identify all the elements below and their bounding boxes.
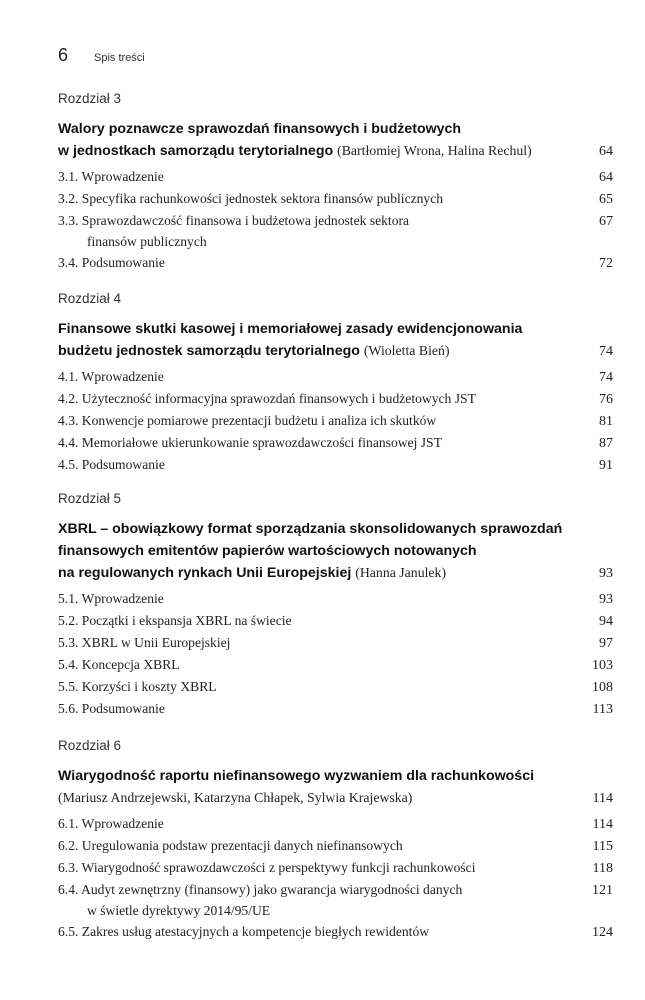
chapter-title: na regulowanych rynkach Unii Europejskiej bbox=[58, 565, 352, 581]
chapter-title-line bbox=[58, 765, 613, 787]
toc-entry[interactable] bbox=[58, 698, 613, 720]
toc-entry[interactable] bbox=[58, 388, 613, 410]
entry-text: Użyteczność informacyjna sprawozdań finansowych i budżetowych JST bbox=[81, 391, 476, 406]
chapter-title: finansowych emitentów papierów wartościowych notowanych bbox=[58, 543, 477, 559]
entry-text: Wprowadzenie bbox=[81, 169, 164, 184]
entry-number: 4.3. bbox=[58, 413, 79, 428]
chapter-label: Rozdział 4 bbox=[58, 291, 122, 306]
toc-entry[interactable] bbox=[58, 410, 613, 432]
entry-page: 114 bbox=[592, 817, 613, 832]
toc-entry[interactable] bbox=[58, 366, 613, 388]
chapter-authors-line bbox=[58, 787, 613, 810]
toc-entry[interactable] bbox=[58, 454, 613, 476]
page-number: 6 bbox=[58, 45, 69, 65]
chapter-page: 114 bbox=[592, 791, 613, 806]
entry-text: Memoriałowe ukierunkowanie sprawozdawczości finansowej JST bbox=[81, 435, 442, 450]
entry-text: Uregulowania podstaw prezentacji danych niefinansowych bbox=[81, 838, 403, 853]
toc-entry[interactable] bbox=[58, 835, 613, 857]
entry-number: 6.4. bbox=[58, 882, 79, 897]
chapter-authors: (Hanna Janulek) bbox=[355, 565, 447, 580]
entry-page: 67 bbox=[599, 214, 613, 229]
entry-number: 5.6. bbox=[58, 701, 79, 716]
toc-entry[interactable] bbox=[58, 654, 613, 676]
entry-number: 3.4. bbox=[58, 255, 79, 270]
entry-page: 118 bbox=[592, 861, 613, 876]
entry-text-continued: finansów publicznych bbox=[87, 234, 207, 249]
chapter-title-line bbox=[58, 118, 613, 140]
chapter-label: Rozdział 5 bbox=[58, 491, 122, 506]
chapter-title-line bbox=[58, 562, 613, 585]
entry-number: 4.1. bbox=[58, 369, 79, 384]
entry-number: 6.5. bbox=[58, 924, 79, 939]
entry-text: Podsumowanie bbox=[81, 457, 165, 472]
entry-number: 6.2. bbox=[58, 838, 79, 853]
toc-entry[interactable] bbox=[58, 879, 613, 921]
chapter-title-line bbox=[58, 318, 613, 340]
entry-page: 87 bbox=[599, 436, 613, 451]
chapter-4 bbox=[58, 290, 613, 476]
chapter-page: 64 bbox=[599, 144, 613, 159]
entry-page: 72 bbox=[599, 256, 613, 271]
entry-page: 94 bbox=[599, 614, 613, 629]
entry-page: 91 bbox=[599, 458, 613, 473]
chapter-3 bbox=[58, 90, 613, 274]
toc-entry[interactable] bbox=[58, 813, 613, 835]
toc-entry[interactable] bbox=[58, 588, 613, 610]
entry-number: 5.3. bbox=[58, 635, 79, 650]
entry-page: 74 bbox=[599, 370, 613, 385]
entry-number: 4.2. bbox=[58, 391, 79, 406]
chapter-title: w jednostkach samorządu terytorialnego bbox=[58, 143, 334, 159]
toc-entry[interactable] bbox=[58, 610, 613, 632]
toc-entry[interactable] bbox=[58, 252, 613, 274]
entry-text: XBRL w Unii Europejskiej bbox=[81, 635, 231, 650]
entry-page: 124 bbox=[592, 925, 613, 940]
entry-text: Koncepcja XBRL bbox=[81, 657, 180, 672]
entry-text-continued: w świetle dyrektywy 2014/95/UE bbox=[87, 903, 271, 918]
chapter-authors: (Mariusz Andrzejewski, Katarzyna Chłapek, Sylwia Krajewska) bbox=[58, 790, 413, 805]
toc-entry[interactable] bbox=[58, 632, 613, 654]
chapter-authors: (Wioletta Bień) bbox=[363, 343, 450, 358]
entry-page: 81 bbox=[599, 414, 613, 429]
entry-number: 4.4. bbox=[58, 435, 79, 450]
entry-text: Sprawozdawczość finansowa i budżetowa jednostek sektora bbox=[81, 213, 410, 228]
entry-number: 5.5. bbox=[58, 679, 79, 694]
entry-text: Wprowadzenie bbox=[81, 591, 164, 606]
chapter-title-line bbox=[58, 340, 613, 363]
entry-text: Zakres usług atestacyjnych a kompetencje biegłych rewidentów bbox=[81, 924, 430, 939]
entry-number: 3.3. bbox=[58, 213, 79, 228]
entry-number: 4.5. bbox=[58, 457, 79, 472]
chapter-page: 93 bbox=[599, 566, 613, 581]
toc-entry[interactable] bbox=[58, 921, 613, 943]
chapter-title: budżetu jednostek samorządu terytorialnego bbox=[58, 343, 360, 359]
entry-text: Wprowadzenie bbox=[81, 369, 164, 384]
entry-text: Podsumowanie bbox=[81, 255, 165, 270]
entry-page: 121 bbox=[592, 883, 613, 898]
toc-entry[interactable] bbox=[58, 166, 613, 188]
chapter-title-line bbox=[58, 518, 613, 540]
page-header bbox=[58, 45, 145, 66]
entry-text: Wiarygodność sprawozdawczości z perspektywy funkcji rachunkowości bbox=[81, 860, 476, 875]
running-head: Spis treści bbox=[94, 52, 145, 64]
entry-number: 3.2. bbox=[58, 191, 79, 206]
toc-entry[interactable] bbox=[58, 188, 613, 210]
entry-page: 65 bbox=[599, 192, 613, 207]
entry-text: Specyfika rachunkowości jednostek sektora finansów publicznych bbox=[81, 191, 444, 206]
chapter-title: XBRL – obowiązkowy format sporządzania skonsolidowanych sprawozdań bbox=[58, 521, 563, 537]
toc-entry[interactable] bbox=[58, 857, 613, 879]
chapter-5 bbox=[58, 490, 613, 720]
chapter-title: Wiarygodność raportu niefinansowego wyzwaniem dla rachunkowości bbox=[58, 768, 535, 784]
entry-page: 108 bbox=[592, 680, 613, 695]
entry-number: 5.4. bbox=[58, 657, 79, 672]
entry-page: 93 bbox=[599, 592, 613, 607]
chapter-6 bbox=[58, 737, 613, 943]
toc-entry[interactable] bbox=[58, 210, 613, 252]
entry-page: 76 bbox=[599, 392, 613, 407]
chapter-label: Rozdział 3 bbox=[58, 91, 122, 106]
chapter-authors: (Bartłomiej Wrona, Halina Rechul) bbox=[337, 143, 532, 158]
toc-entry[interactable] bbox=[58, 676, 613, 698]
entry-page: 115 bbox=[592, 839, 613, 854]
entry-text: Korzyści i koszty XBRL bbox=[81, 679, 217, 694]
entry-text: Początki i ekspansja XBRL na świecie bbox=[81, 613, 292, 628]
entry-number: 5.2. bbox=[58, 613, 79, 628]
entry-page: 97 bbox=[599, 636, 613, 651]
entry-page: 64 bbox=[599, 170, 613, 185]
chapter-title: Walory poznawcze sprawozdań finansowych i budżetowych bbox=[58, 121, 462, 137]
entry-number: 6.3. bbox=[58, 860, 79, 875]
entry-text: Audyt zewnętrzny (finansowy) jako gwarancja wiarygodności danych bbox=[81, 882, 463, 897]
entry-number: 3.1. bbox=[58, 169, 79, 184]
chapter-label: Rozdział 6 bbox=[58, 738, 122, 753]
chapter-page: 74 bbox=[599, 344, 613, 359]
entry-page: 103 bbox=[592, 658, 613, 673]
entry-number: 6.1. bbox=[58, 816, 79, 831]
chapter-title: Finansowe skutki kasowej i memoriałowej zasady ewidencjonowania bbox=[58, 321, 523, 337]
entry-text: Wprowadzenie bbox=[81, 816, 164, 831]
chapter-title-line bbox=[58, 540, 613, 562]
entry-text: Konwencje pomiarowe prezentacji budżetu i analiza ich skutków bbox=[81, 413, 437, 428]
chapter-title-line bbox=[58, 140, 613, 163]
toc-entry[interactable] bbox=[58, 432, 613, 454]
entry-number: 5.1. bbox=[58, 591, 79, 606]
entry-page: 113 bbox=[592, 702, 613, 717]
entry-text: Podsumowanie bbox=[81, 701, 165, 716]
